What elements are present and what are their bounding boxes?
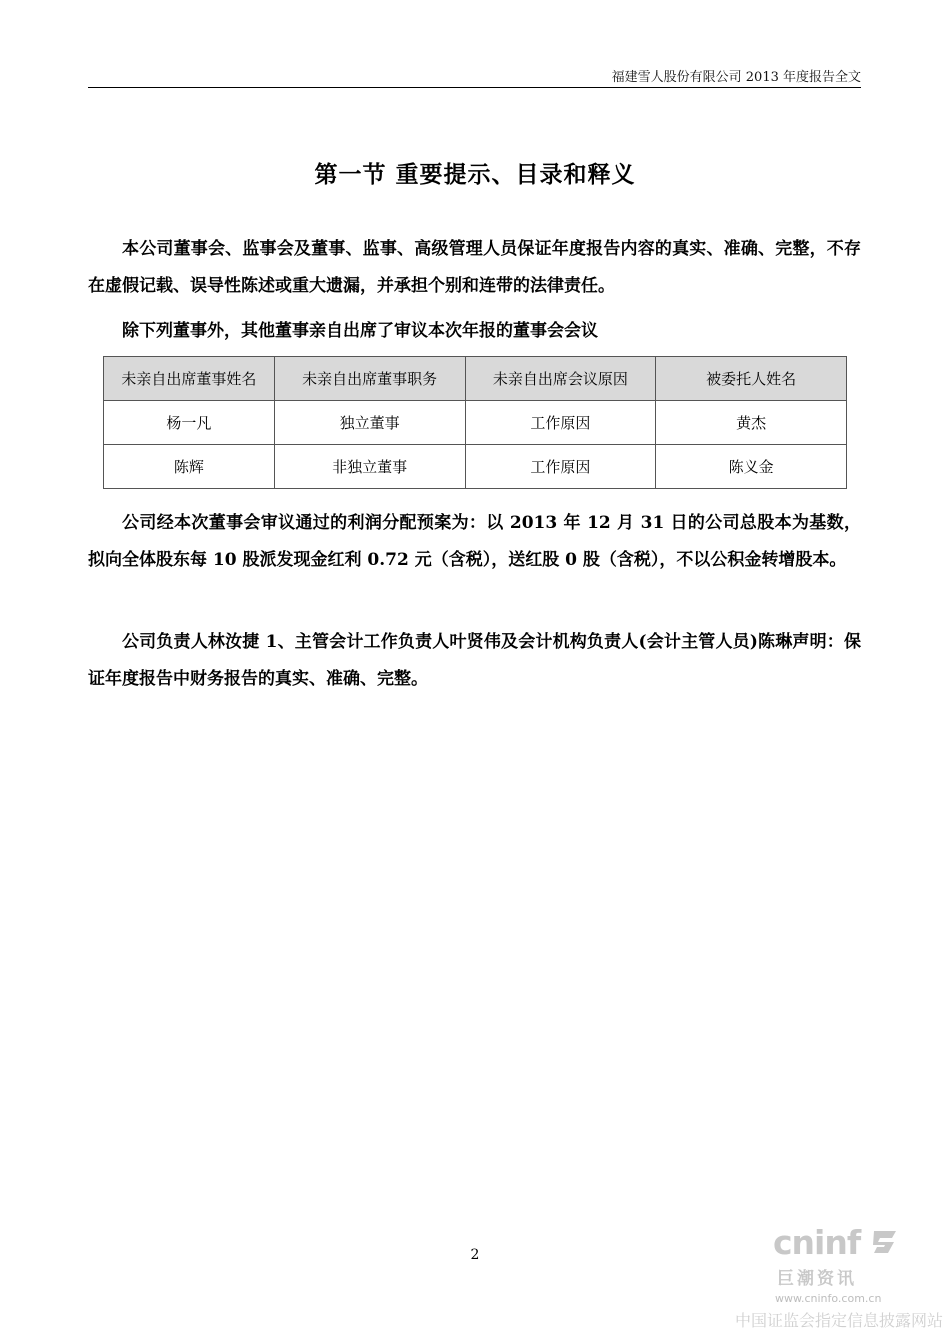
absent-directors-table	[103, 356, 847, 489]
column-header: 未亲自出席董事职务	[274, 357, 465, 401]
profit-distribution-plan: 公司经本次董事会审议通过的利润分配预案为：以 2013 年 12 月 31 日的公司总股本为基数，拟向全体股东每 10 股派发现金红利 0.72 元（含税），送红股 0 股（含税），不以公积金转增股本。	[88, 513, 861, 570]
column-header: 被委托人姓名	[656, 357, 847, 401]
table-cell: 工作原因	[465, 401, 656, 445]
column-header: 未亲自出席会议原因	[465, 357, 656, 401]
page-number: 2	[470, 1247, 480, 1263]
column-header: 未亲自出席董事姓名	[104, 357, 275, 401]
header-rule	[88, 87, 861, 88]
cninfo-logo-icon	[870, 1227, 902, 1257]
page-header: 福建雪人股份有限公司 2013 年度报告全文	[611, 70, 861, 85]
section-title: 第一节 重要提示、目录和释义	[314, 161, 636, 188]
table-cell: 非独立董事	[274, 445, 465, 489]
table-cell: 陈义金	[656, 445, 847, 489]
watermark-cn-name: 巨潮资讯	[777, 1269, 857, 1289]
watermark-logo-text: cninf	[773, 1223, 861, 1262]
watermark-url: www.cninfo.com.cn	[775, 1292, 882, 1305]
table-row	[104, 445, 847, 489]
responsibility-statement: 本公司董事会、监事会及董事、监事、高级管理人员保证年度报告内容的真实、准确、完整，不存在虚假记载、误导性陈述或重大遗漏，并承担个别和连带的法律责任。	[88, 239, 861, 296]
table-cell: 杨一凡	[104, 401, 275, 445]
table-cell: 黄杰	[656, 401, 847, 445]
table-cell: 独立董事	[274, 401, 465, 445]
table-row	[104, 401, 847, 445]
table-header-row	[104, 357, 847, 401]
table-cell: 陈辉	[104, 445, 275, 489]
table-cell: 工作原因	[465, 445, 656, 489]
absent-directors-intro: 除下列董事外，其他董事亲自出席了审议本次年报的董事会会议	[122, 321, 598, 341]
watermark-subtitle: 中国证监会指定信息披露网站	[735, 1311, 944, 1330]
financial-report-statement: 公司负责人林汝捷 1、主管会计工作负责人叶贤伟及会计机构负责人(会计主管人员)陈琳声明：保证年度报告中财务报告的真实、准确、完整。	[88, 632, 861, 689]
cninfo-watermark	[735, 1215, 945, 1340]
